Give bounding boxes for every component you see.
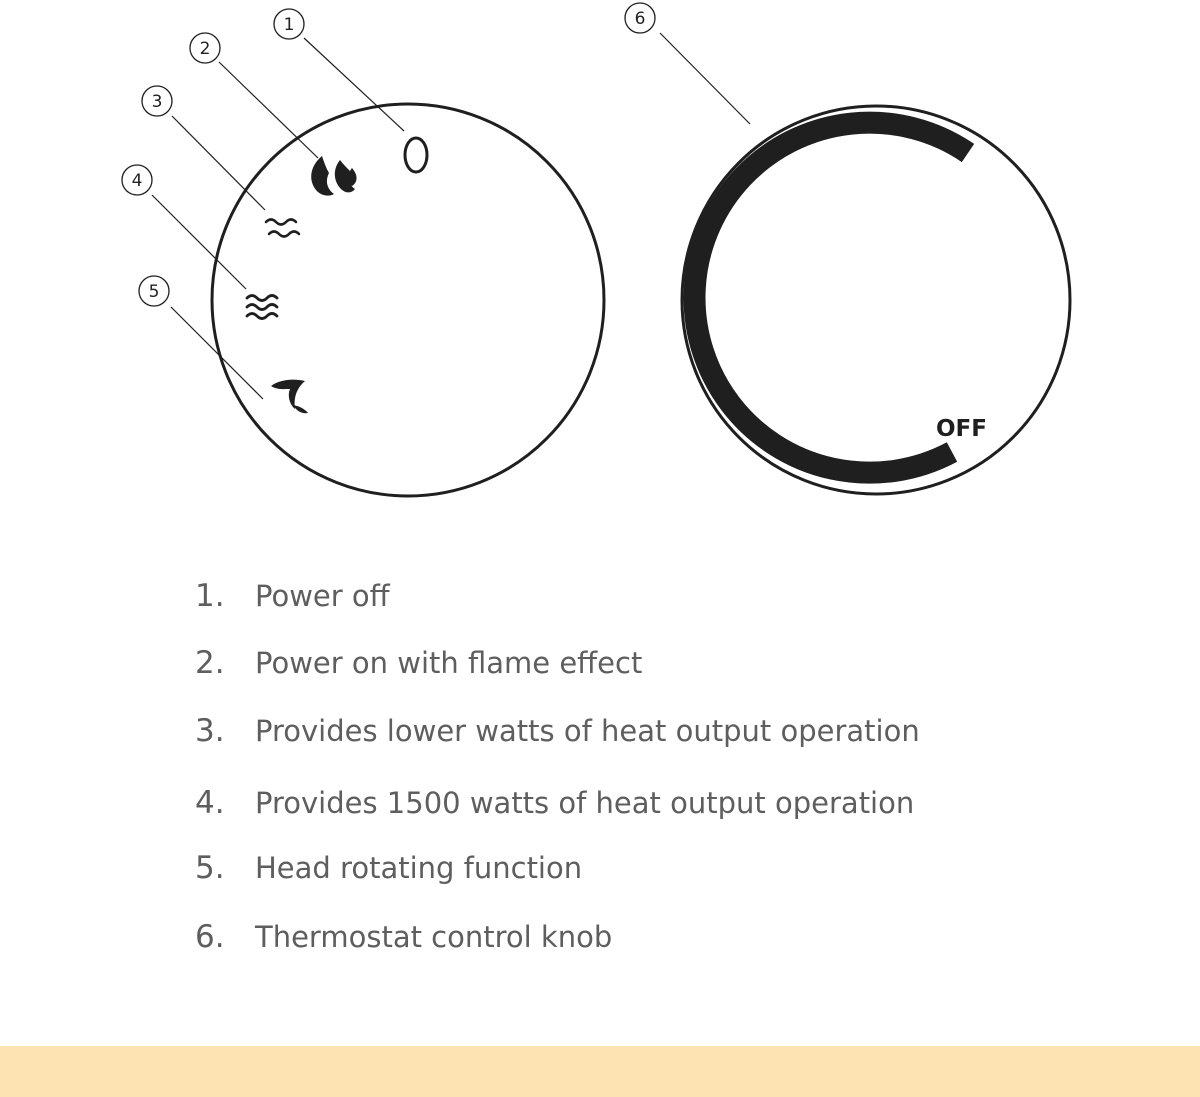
callout-5-label: 5 — [148, 282, 160, 302]
low-heat-icon — [266, 220, 299, 237]
legend-number: 5. — [195, 850, 225, 886]
legend-item-1 — [195, 576, 390, 616]
callout-3 — [142, 86, 172, 116]
legend-text: Power off — [255, 579, 390, 613]
legend-item-2 — [195, 643, 642, 683]
callout-4-label: 4 — [131, 171, 143, 191]
legend-text: Provides lower watts of heat output operation — [255, 714, 920, 748]
callout-1 — [274, 9, 304, 39]
flame-icon — [311, 156, 356, 196]
leader-lines — [152, 33, 750, 399]
legend-number: 3. — [195, 713, 225, 749]
selector-knob — [212, 104, 604, 496]
rotate-icon — [271, 380, 308, 414]
legend-text: Thermostat control knob — [255, 920, 613, 954]
legend-number: 6. — [195, 919, 225, 955]
legend-item-6 — [195, 917, 612, 957]
legend-number: 4. — [195, 785, 225, 821]
legend-item-3 — [195, 711, 920, 751]
callout-5 — [139, 276, 169, 306]
legend-item-5 — [195, 848, 582, 888]
callout-1-label: 1 — [283, 15, 295, 35]
legend-number: 2. — [195, 645, 225, 681]
legend-text: Head rotating function — [255, 851, 583, 885]
legend-text: Provides 1500 watts of heat output operation — [255, 786, 915, 820]
thermostat-scale-arc — [695, 123, 968, 473]
callout-6-label: 6 — [634, 9, 646, 29]
power-off-icon — [405, 138, 427, 172]
callout-6 — [625, 3, 655, 33]
callout-2 — [190, 33, 220, 63]
legend-text: Power on with flame effect — [255, 646, 643, 680]
legend-item-4 — [195, 783, 914, 823]
knob-diagram — [0, 0, 1200, 520]
thermostat-off-label: OFF — [936, 416, 987, 442]
legend-number: 1. — [195, 578, 225, 614]
high-heat-icon — [247, 296, 277, 319]
callout-markers — [122, 3, 655, 306]
callout-2-label: 2 — [199, 39, 211, 59]
footer-band — [0, 1046, 1200, 1097]
callout-4 — [122, 165, 152, 195]
callout-3-label: 3 — [151, 92, 163, 112]
